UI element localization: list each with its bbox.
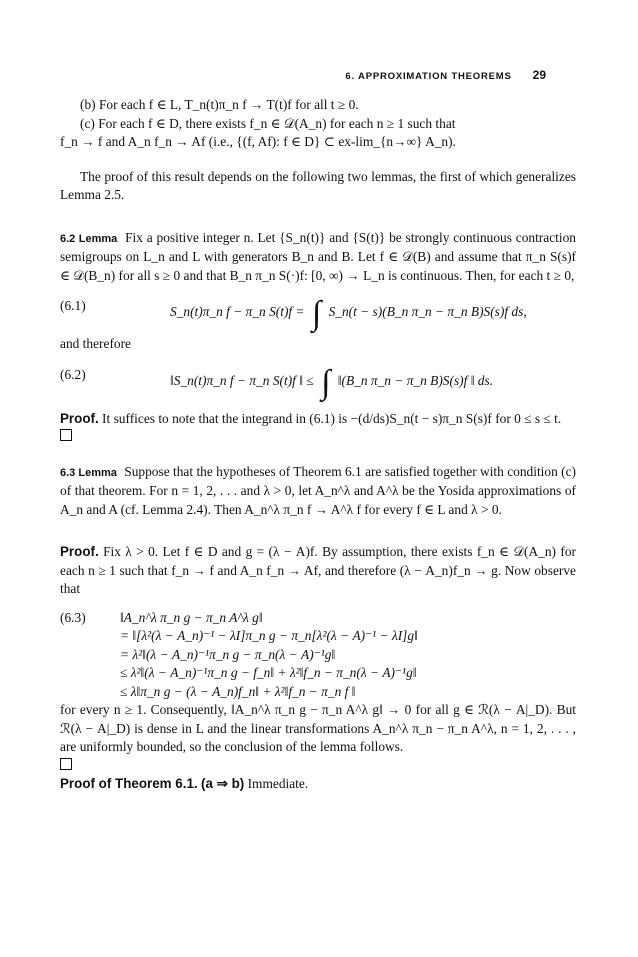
equation-6-2-number: (6.2) <box>60 366 86 382</box>
proof-6-2-paragraph <box>60 410 576 429</box>
page-number: 29 <box>532 68 546 82</box>
qed-box-icon <box>60 429 72 441</box>
proof-6-2-label: Proof. <box>60 410 99 426</box>
equation-6-2-body <box>170 363 494 401</box>
lemma-6-3-text: Suppose that the hypotheses of Theorem 6.1 are satisfied together with condition (c) of that theorem. For n = 1, 2, . . . and λ > 0, let A_n^λ and A^λ be the Yosida approximations of A_n and A (cf. Lemma 2.4). Then A_n^λ π_n f → A^λ f for every f ∈ L and λ > 0. <box>60 463 577 517</box>
theorem-proof-step: (a ⇒ b) <box>201 776 245 791</box>
equation-6-3-line: (6.3) ‖A_n^λ π_n g − π_n A^λ g‖ <box>60 609 576 628</box>
proof-6-3-text: Fix λ > 0. Let f ∈ D and g = (λ − A)f. By assumption, there exists f_n ∈ 𝒟(A_n) for each n ≥ 1 such that f_n → f and A_n f_n → Af, and therefore (λ − A_n)f_n → g. Now observe that <box>60 544 576 596</box>
lemma-6-3-paragraph <box>60 463 576 520</box>
and-therefore-text: and therefore <box>60 336 132 351</box>
item-c-line1: (c) For each f ∈ D, there exists f_n ∈ 𝒟(A_n) for each n ≥ 1 such that <box>80 115 456 131</box>
lemma-6-2-label: 6.2 Lemma <box>60 232 118 245</box>
equation-6-3-number: (6.3) <box>60 609 86 625</box>
qed-box-2-row <box>60 757 576 776</box>
equation-6-3-line: ≤ λ²‖(λ − A_n)⁻¹π_n g − f_n‖ + λ²‖f_n − π_n(λ − A)⁻¹g‖ <box>120 665 417 680</box>
theorem-proof-text: Immediate. <box>247 776 309 791</box>
section-title: 6. APPROXIMATION THEOREMS <box>345 71 512 82</box>
equation-6-3 <box>60 609 576 702</box>
lemma-6-2-paragraph <box>60 229 576 286</box>
lemma-6-3-label: 6.3 Lemma <box>60 466 117 479</box>
equation-6-1-lhs: S_n(t)π_n f − π_n S(t)f = <box>170 304 305 319</box>
qed-box-icon <box>60 758 72 770</box>
equation-6-3-line: ≤ λ‖π_n g − (λ − A_n)f_n‖ + λ²‖f_n − π_n f ‖ <box>120 683 356 699</box>
lemma-6-2-text: Fix a positive integer n. Let {S_n(t)} and {S(t)} be strongly continuous contraction semigroups on L_n and L with generators B_n and B. Let f ∈ 𝒟(B) and assume that π_n S(s)f ∈ 𝒟(B_n) for all s ≥ 0 and that B_n π_n S(·)f: [0, ∞) → L_n is continuous. Then, for each t ≥ 0, <box>60 229 576 283</box>
proof-6-3-paragraph <box>60 543 576 599</box>
conclusion-paragraph: for every n ≥ 1. Consequently, ‖A_n^λ π_n g − π_n A^λ g‖ → 0 for all g ∈ ℛ(λ − A|_D). But ℛ(λ − A|_D) is dense in L and the linear transformations A_n^λ π_n − π_n A^λ, n = 1, 2, . . . , are uniformly bounded, so the conclusion of the lemma follows. <box>60 702 576 754</box>
qed-box-1-row <box>60 428 576 447</box>
proof-6-2-text: It suffices to note that the integrand in (6.1) is −(d/ds)S_n(t − s)π_n S(s)f for 0 ≤ s ≤ t. <box>102 410 562 426</box>
theorem-proof-label: Proof of Theorem 6.1. <box>60 776 198 791</box>
integral-sign: ∫ <box>311 295 322 332</box>
item-b: (b) For each f ∈ L, T_n(t)π_n f → T(t)f for all t ≥ 0. <box>80 97 359 112</box>
equation-6-1 <box>60 285 576 332</box>
proof-6-3-label: Proof. <box>60 544 99 559</box>
page-body <box>60 96 576 794</box>
equation-6-1-body <box>170 295 527 332</box>
equation-6-3-line: = ‖[λ²(λ − A_n)⁻¹ − λI]π_n g − π_n[λ²(λ − A)⁻¹ − λI]g‖ <box>120 628 418 643</box>
running-header <box>345 68 546 83</box>
theorem-proof-paragraph <box>60 775 576 794</box>
equation-6-2 <box>60 354 576 401</box>
proof-intro-paragraph: The proof of this result depends on the following two lemmas, the first of which generalizes Lemma 2.5. <box>60 168 576 202</box>
equation-6-1-rhs: S_n(t − s)(B_n π_n − π_n B)S(s)f ds, <box>328 304 527 319</box>
equation-6-2-lhs: ‖S_n(t)π_n f − π_n S(t)f ‖ ≤ <box>170 372 314 388</box>
integral-sign: ∫ <box>321 363 331 401</box>
item-c-line2: f_n → f and A_n f_n → Af (i.e., {(f, Af): f ∈ D} ⊂ ex-lim_{n→∞} A_n). <box>60 134 456 149</box>
equation-6-1-number: (6.1) <box>60 298 86 313</box>
equation-6-2-rhs: ‖(B_n π_n − π_n B)S(s)f ‖ ds. <box>337 372 494 388</box>
equation-6-3-line: = λ²‖(λ − A_n)⁻¹π_n g − π_n(λ − A)⁻¹g‖ <box>120 646 336 662</box>
